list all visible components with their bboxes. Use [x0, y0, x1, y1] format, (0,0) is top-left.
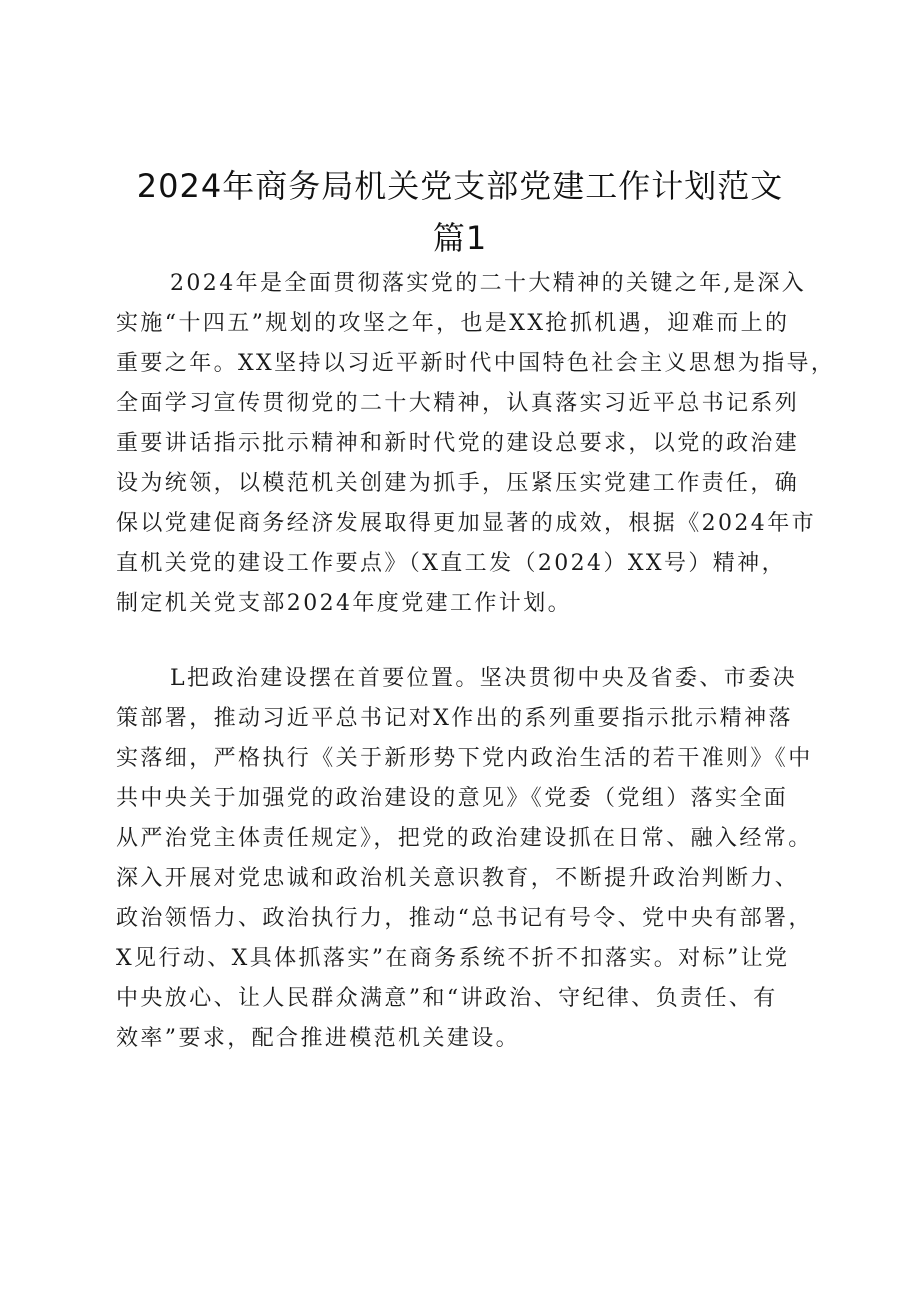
paragraph-line: 从严治党主体责任规定》，把党的政治建设抓在日常、融入经常。 — [116, 826, 813, 851]
paragraph-line: 制定机关党支部2024年度党建工作计划。 — [116, 591, 572, 616]
paragraph-line: 中央放心、让人民群众满意”和“讲政治、守纪律、负责任、有 — [116, 986, 778, 1011]
document-title: 2024年商务局机关党支部党建工作计划范文 — [136, 167, 784, 205]
document-subtitle: 篇1 — [432, 219, 488, 257]
paragraph-line: 实落细，严格执行《关于新形势下党内政治生活的若干准则》《中 — [116, 746, 813, 771]
paragraph-line: 政治领悟力、政治执行力，推动“总书记有号令、党中央有部署， — [116, 906, 813, 931]
paragraph-line: 全面学习宣传贯彻党的二十大精神，认真落实习近平总书记系列 — [116, 391, 800, 416]
paragraph-intro — [116, 264, 836, 624]
paragraph-line: L把政治建设摆在首要位置。坚决贯彻中央及省委、市委决 — [170, 666, 798, 691]
paragraph-line: 重要讲话指示批示精神和新时代党的建设总要求，以党的政治建 — [116, 431, 800, 456]
paragraph-line: 设为统领，以模范机关创建为抓手，压紧压实党建工作责任，确 — [116, 471, 800, 496]
paragraph-line: X见行动、X具体抓落实”在商务系统不折不扣落实。对标”让党 — [116, 946, 790, 971]
paragraph-political-building — [116, 659, 828, 1059]
paragraph-line: 共中央关于加强党的政治建设的意见》《党委（党组）落实全面 — [116, 786, 789, 811]
paragraph-line: 策部署，推动习近平总书记对X作出的系列重要指示批示精神落 — [116, 706, 793, 731]
paragraph-line: 深入开展对党忠诚和政治机关意识教育，不断提升政治判断力、 — [116, 866, 800, 891]
paragraph-line: 2024年是全面贯彻落实党的二十大精神的关键之年,是深入 — [170, 271, 807, 296]
paragraph-line: 直机关党的建设工作要点》（X直工发（2024）XX号）精神， — [116, 551, 786, 576]
paragraph-line: 重要之年。XX坚持以习近平新时代中国特色社会主义思想为指导， — [116, 351, 836, 376]
paragraph-line: 实施“十四五”规划的攻坚之年，也是XX抢抓机遇，迎难而上的 — [116, 311, 790, 336]
paragraph-line: 保以党建促商务经济发展取得更加显著的成效，根据《2024年市 — [116, 511, 816, 536]
paragraph-line: 效率”要求，配合推进模范机关建设。 — [116, 1026, 521, 1051]
